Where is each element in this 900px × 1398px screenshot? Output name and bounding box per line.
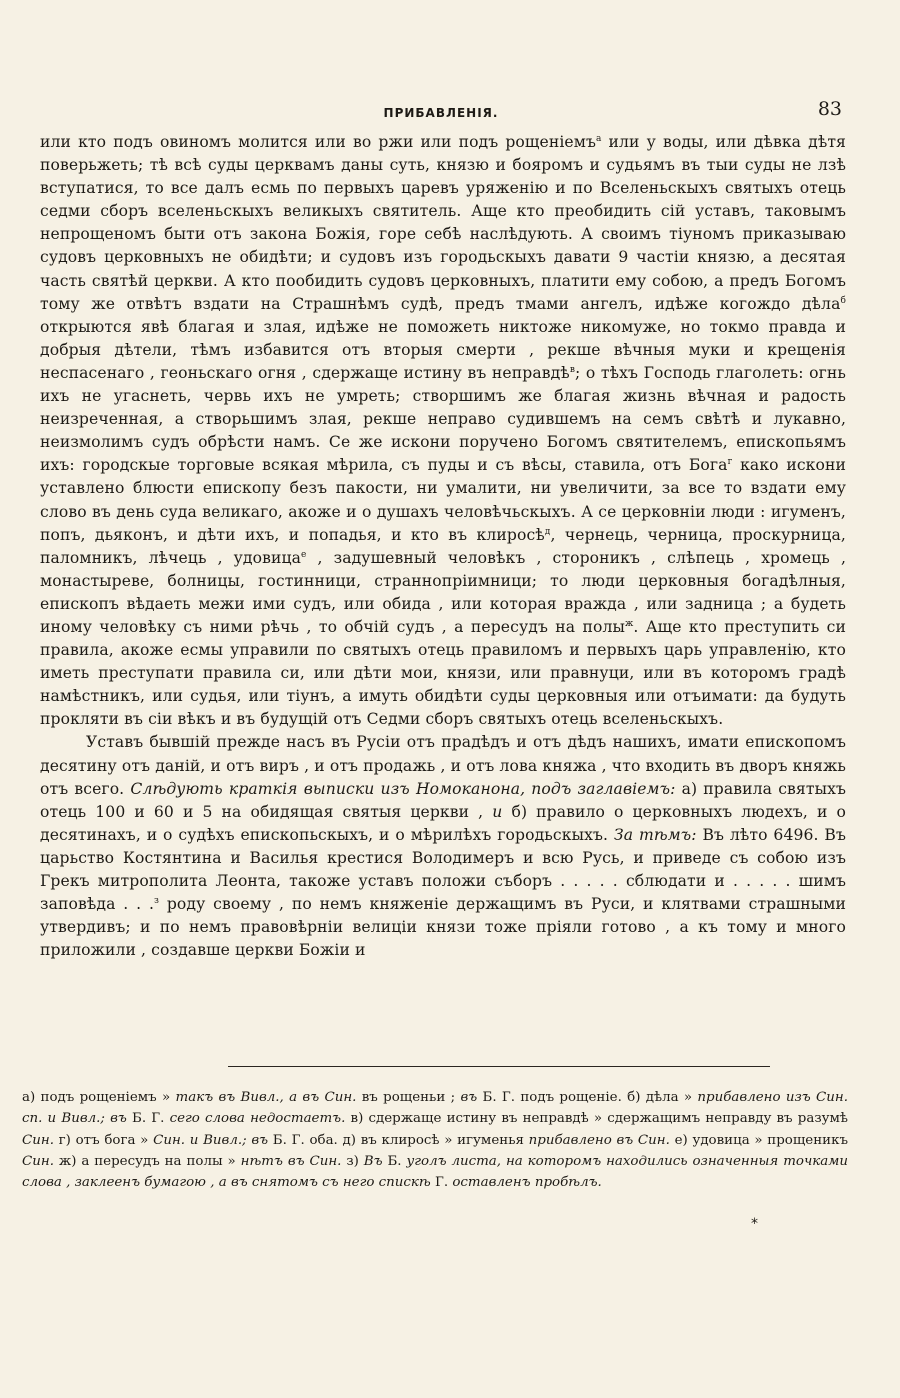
- footnotes-paragraph: [22, 1087, 848, 1193]
- end-mark: *: [751, 1216, 758, 1232]
- footnote-segment: з): [341, 1153, 364, 1169]
- footnote-segment: е) удовица » прощеникъ: [669, 1132, 848, 1148]
- footnote-segment: прибавлено въ Син.: [528, 1132, 670, 1148]
- footnote-segment: сего слова недостаетъ.: [169, 1111, 346, 1127]
- footnote-segment: такъ въ Вивл., а въ Син.: [175, 1090, 357, 1105]
- footnote-divider: [228, 1066, 770, 1067]
- footnote-segment: нѣтъ въ Син.: [240, 1153, 342, 1169]
- footnote-ref-d: д: [544, 526, 551, 537]
- footnote-segment: Г.: [430, 1175, 453, 1191]
- footnote-ref-z: з: [154, 895, 160, 906]
- footnote-ref-a: а: [596, 133, 602, 144]
- footnote-ref-v: в: [569, 364, 575, 375]
- footnote-segment: уголъ листа, на которомъ находились означенныя точками слова , заклеенъ бумагою , а въ снятомъ съ него спискѣ: [22, 1153, 849, 1191]
- footnote-ref-e: е: [301, 549, 307, 560]
- page-header: [40, 98, 842, 122]
- footnotes: [22, 1087, 848, 1193]
- footnote-segment: въ: [460, 1090, 478, 1105]
- footnote-segment: прибавлено изъ Син. сп. и Вивл.; въ: [22, 1090, 848, 1127]
- running-title: ПРИБАВЛЕНІЯ.: [383, 106, 499, 120]
- footnote-segment: Б. Г. подъ рощеніе. б) дѣла »: [477, 1090, 698, 1105]
- footnote-segment: Въ: [363, 1153, 383, 1169]
- footnote-segment: Б. Г. оба. д) въ клиросѣ » игуменья: [268, 1132, 529, 1148]
- footnote-segment: Син.: [22, 1132, 54, 1148]
- main-text: [40, 131, 846, 962]
- footnote-segment: Б. Г.: [126, 1111, 170, 1127]
- paragraph-ustav: Уставъ бывшій прежде насъ въ Русіи отъ прадѣдъ и отъ дѣдъ нашихъ, имати епископомъ десятину отъ даній, и отъ виръ , и отъ продажь , и отъ лова княжа , что входить въ дворъ княжь отъ всего. Слѣдують краткія выписки изъ Номоканона, подъ заглавіемъ: а) правила святыхъ отець 100 и 60 и 5 на обидящая святыя церкви , и б) правило о церковныхъ людехъ, и о десятинахъ, и о судѣхъ епископьскыхъ, и о мѣрилѣхъ городьскыхъ. За тѣмъ: Въ лѣто 6496. Въ царьство Костянтина и Василья крестися Володимеръ и всю Русь, и приведе съ собою изъ Грекъ митрополита Леонта, такоже уставъ положи съборъ . . . . . сблюдати и . . . . . шимъ заповѣда . . .$^з$ роду своему , по немъ княженіе держащимъ въ Руси, и клятвами страшными утвердивъ; и по немъ правовѣрніи велиціи князи тоже пріяли готово , а къ тому и много приложили , создавше церкви Божіи и: [40, 733, 847, 960]
- footnote-segment: г) отъ бога »: [53, 1132, 154, 1148]
- footnote-segment: в) сдержаще истину въ неправдѣ » сдержащимъ неправду въ разумѣ: [345, 1111, 848, 1127]
- footnote-ref-b: б: [840, 295, 846, 306]
- footnote-segment: Син.: [22, 1153, 54, 1169]
- page-number: 83: [817, 98, 842, 120]
- footnote-segment: Б.: [382, 1153, 407, 1169]
- paragraph-charter-text: или кто подъ овиномъ молится или во ржи или подъ рощеніемъ$^а$ или у воды, или дѣвка дѣтя поверьжеть; тѣ всѣ суды церквамъ даны суть, князю и бояромъ и судьямъ въ тыи суды не лзѣ вступатися, то все далъ есмь по первыхъ царевъ уряженію и по Вселеньскыхъ святыхъ отець седми сборъ вселеньскыхъ великыхъ святитель. Аще кто преобидить сій уставъ, таковымъ непрощеномъ быти отъ закона Божія, горе себѣ наслѣдують. А своимъ тіуномъ приказываю судовъ церковныхъ не обидѣти; и судовъ изъ городьскыхъ давати 9 частіи князю, а десятая часть святѣй церкви. А кто пообидить судовъ церковныхъ, платити ему собою, а предъ Богомъ тому же отвѣтъ вздати на Страшнѣмъ судѣ, предъ тмами ангелъ, идѣже когождо дѣла$^б$ открыются явѣ благая и злая, идѣже не поможеть никтоже никомуже, но токмо правда и добрыя дѣтели, тѣмъ избавится отъ вторыя смерти , рекше вѣчныя муки и крещенія неспасенаго , геоньскаго огня , сдержаще истину въ неправдѣ$^в$; о тѣхъ Господь глаголеть: огнь ихъ не угаснеть, червь ихъ не умреть; створшимъ же благая жизнь вѣчная и радость неизреченная, а створьшимъ злая, рекше неправо судившемъ на семъ свѣтѣ и лукавно, неизмолимъ судъ обрѣсти намъ. Се же искони порученo Богомъ святителемъ, епископьямъ ихъ: городскые торговые всякая мѣрила, съ пуды и съ вѣсы, ставила, отъ Бога$^г$ како искони уставлено блюсти епископу безъ пакости, ни умалити, ни увеличити, за все то вздати ему слово въ день суда великаго, акоже и о душахъ человѣчьскыхъ. А се церковніи люди : игуменъ, попъ, дьяконъ, и дѣти ихъ, и попадья, и кто въ клиросѣ$^д$, чернець, черница, проскурница, паломникъ, лѣчець , удовица$^е$ , задушевный человѣкъ , стороникъ , слѣпець , хромець , монастыреве, болницы, гостинници, страннопріимници; то люди церковныя богадѣлныя, епископъ вѣдаеть межи ими судъ, или обида , или которая вражда , или задница ; а будеть иному человѣку съ ними рѣчь , то обчій судъ , а пересудъ на полы$^ж$. Аще кто преступить си правила, акоже есмы управили по святыхъ отець правиломъ и первыхъ царь управленію, кто иметь преступати правила си, или дѣти мои, князи, или правнуци, или въ которомъ градѣ намѣстникъ, или судья, или тіунъ, а имуть обидѣти суды церковныя или отъимати: да будуть прокляти въ сіи вѣкъ и въ будущій отъ Седми сборъ святыхъ отець вселеньскыхъ.: [40, 133, 846, 729]
- footnote-ref-zh: ж: [625, 618, 634, 629]
- footnote-segment: оставленъ пробѣлъ.: [452, 1175, 602, 1191]
- footnote-segment: ж) а пересудъ на полы »: [53, 1153, 241, 1169]
- footnote-segment: а) подъ рощеніемъ »: [22, 1090, 176, 1105]
- footnote-segment: въ рощеньи ;: [356, 1090, 461, 1105]
- footnote-segment: Син. и Вивл.; въ: [153, 1132, 269, 1148]
- footnote-ref-g: г: [727, 457, 733, 468]
